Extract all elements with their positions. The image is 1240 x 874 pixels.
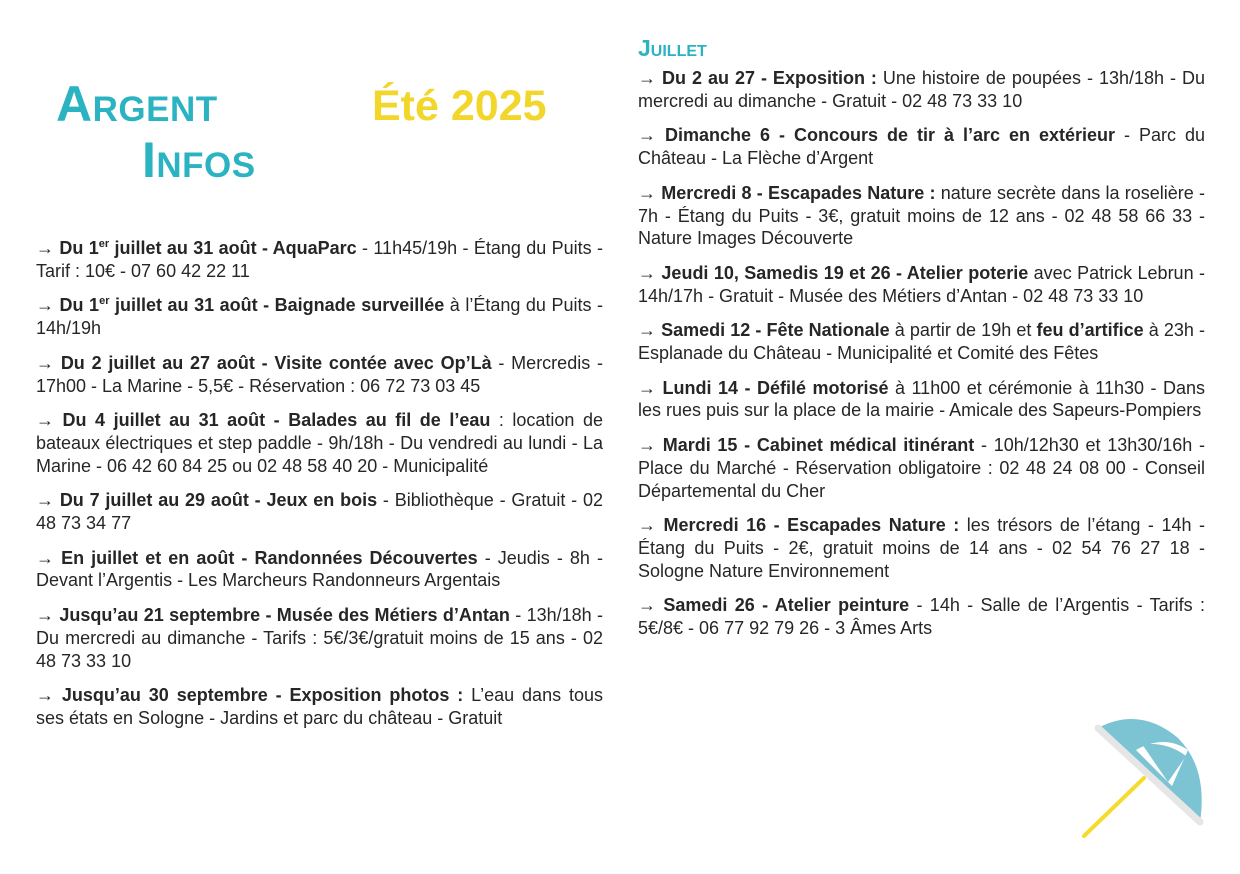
arrow-icon: → [638,320,662,341]
event-details: avec Patrick Lebrun - 14h/17h - Gratuit - Musée des Métiers d’Antan - 02 48 73 33 10 [638,262,1205,306]
event-entry [638,67,1205,112]
arrow-icon: → [36,410,63,431]
month-heading: Juillet [638,35,707,61]
event-details: : location de bateaux électriques et step paddle - 9h/18h - Du vendredi au lundi - La Marine - 06 42 60 84 25 ou 02 48 58 40 20 - Municipalité [36,410,603,476]
event-details: nature secrète dans la roselière - 7h - Étang du Puits - 3€, gratuit moins de 12 ans - 02 48 58 66 33 - Nature Images Découverte [638,182,1205,249]
event-heading: Dimanche 6 - Concours de tir à l’arc en extérieur [665,125,1116,146]
arrow-icon: → [36,490,60,511]
arrow-icon: → [638,435,663,456]
event-heading: Samedi 12 - Fête Nationale [661,320,890,341]
arrow-icon: → [36,605,60,626]
umbrella-pole [1084,778,1144,836]
event-details: - 10h/12h30 et 13h30/16h - Place du Marché - Réservation obligatoire : 02 48 24 08 00 - Conseil Départemental du Cher [638,435,1205,501]
event-heading: Du 2 juillet au 27 août - Visite contée avec Op’Là [60,352,492,373]
event-heading-secondary: feu d’artifice [1036,320,1144,341]
event-details: à 23h - Esplanade du Château - Municipalité et Comité des Fêtes [638,320,1205,364]
arrow-icon: → [36,685,62,706]
event-entry [638,319,1205,364]
event-details: à partir de 19h et [889,320,1037,341]
season-label: Été 2025 [372,82,547,130]
event-entry [638,262,1205,307]
right-events-column [638,67,1205,652]
event-heading: Du 1er juillet au 31 août - AquaParc [59,238,357,258]
event-details: à l’Étang du Puits - 14h/19h [36,295,603,339]
arrow-icon: → [638,125,665,146]
arrow-icon: → [638,182,662,203]
event-heading: Du 2 au 27 - Exposition : [661,68,877,88]
event-heading: Jusqu’au 21 septembre - Musée des Métiers d’Antan [59,605,510,626]
event-heading: Du 1er juillet au 31 août - Baignade surveillée [59,295,445,316]
ordinal-suffix: er [99,295,110,308]
event-heading: Du 7 juillet au 29 août - Jeux en bois [59,490,378,511]
arrow-icon: → [638,515,664,536]
ordinal-suffix: er [98,238,110,250]
arrow-icon: → [638,262,662,283]
event-details: - Parc du Château - La Flèche d’Argent [638,125,1206,169]
arrow-icon: → [36,547,62,568]
event-heading: Mardi 15 - Cabinet médical itinérant [662,435,975,456]
event-heading: Jusqu’au 30 septembre - Exposition photos : [61,685,464,706]
event-heading: Mercredi 16 - Escapades Nature : [663,515,960,536]
arrow-icon: → [638,595,664,616]
event-details: à 11h00 et cérémonie à 11h30 - Dans les rues puis sur la place de la mairie - Amicale des Sapeurs-Pompiers [638,377,1205,421]
event-heading: Du 4 juillet au 31 août - Balades au fil de l’eau [62,410,491,431]
event-details: les trésors de l’étang - 14h - Étang du Puits - 2€, gratuit moins de 14 ans - 02 54 76 27 18 - Sologne Nature Environnement [638,515,1205,581]
arrow-icon: → [638,377,663,398]
event-entry [36,409,603,477]
event-details: - Mercredis - 17h00 - La Marine - 5,5€ - Réservation : 06 72 73 03 45 [36,352,603,396]
event-details: - Bibliothèque - Gratuit - 02 48 73 34 77 [36,490,603,534]
event-details: L’eau dans tous ses états en Sologne - Jardins et parc du château - Gratuit [36,685,603,728]
event-entry [36,684,603,729]
event-entry [36,294,603,339]
beach-umbrella-icon [1076,712,1210,846]
arrow-icon: → [36,352,61,373]
event-entry [36,237,603,282]
event-entry [638,377,1205,422]
event-heading: Lundi 14 - Défilé motorisé [662,377,889,398]
arrow-icon: → [36,295,60,316]
event-details: - 11h45/19h - Étang du Puits - Tarif : 10€ - 07 60 42 22 11 [36,238,603,281]
event-heading: Mercredi 8 - Escapades Nature : [661,182,936,203]
event-entry [36,489,603,534]
event-entry [638,182,1205,250]
event-details: - 13h/18h - Du mercredi au dimanche - Tarifs : 5€/3€/gratuit moins de 15 ans - 02 48 73 33 10 [36,605,603,671]
title-line-2: Infos [142,132,256,188]
left-events-column [36,237,603,742]
page-title [56,76,256,188]
event-details: - 14h - Salle de l’Argentis - Tarifs : 5€/8€ - 06 77 92 79 26 - 3 Âmes Arts [638,595,1205,639]
event-entry [36,604,603,672]
event-entry [36,352,603,397]
event-entry [638,594,1205,639]
event-entry [638,124,1205,169]
event-details: - Jeudis - 8h - Devant l’Argentis - Les Marcheurs Randonneurs Argentais [36,547,603,591]
title-line-1: Argent [56,76,218,132]
event-heading: Samedi 26 - Atelier peinture [663,595,910,616]
event-entry [36,547,603,592]
arrow-icon: → [638,68,662,88]
event-details: Une histoire de poupées - 13h/18h - Du mercredi au dimanche - Gratuit - 02 48 73 33 10 [638,68,1205,111]
arrow-icon: → [36,238,60,258]
event-heading: En juillet et en août - Randonnées Découvertes [61,547,478,568]
event-entry [638,514,1205,582]
event-heading: Jeudi 10, Samedis 19 et 26 - Atelier poterie [661,262,1029,283]
event-entry [638,434,1205,502]
